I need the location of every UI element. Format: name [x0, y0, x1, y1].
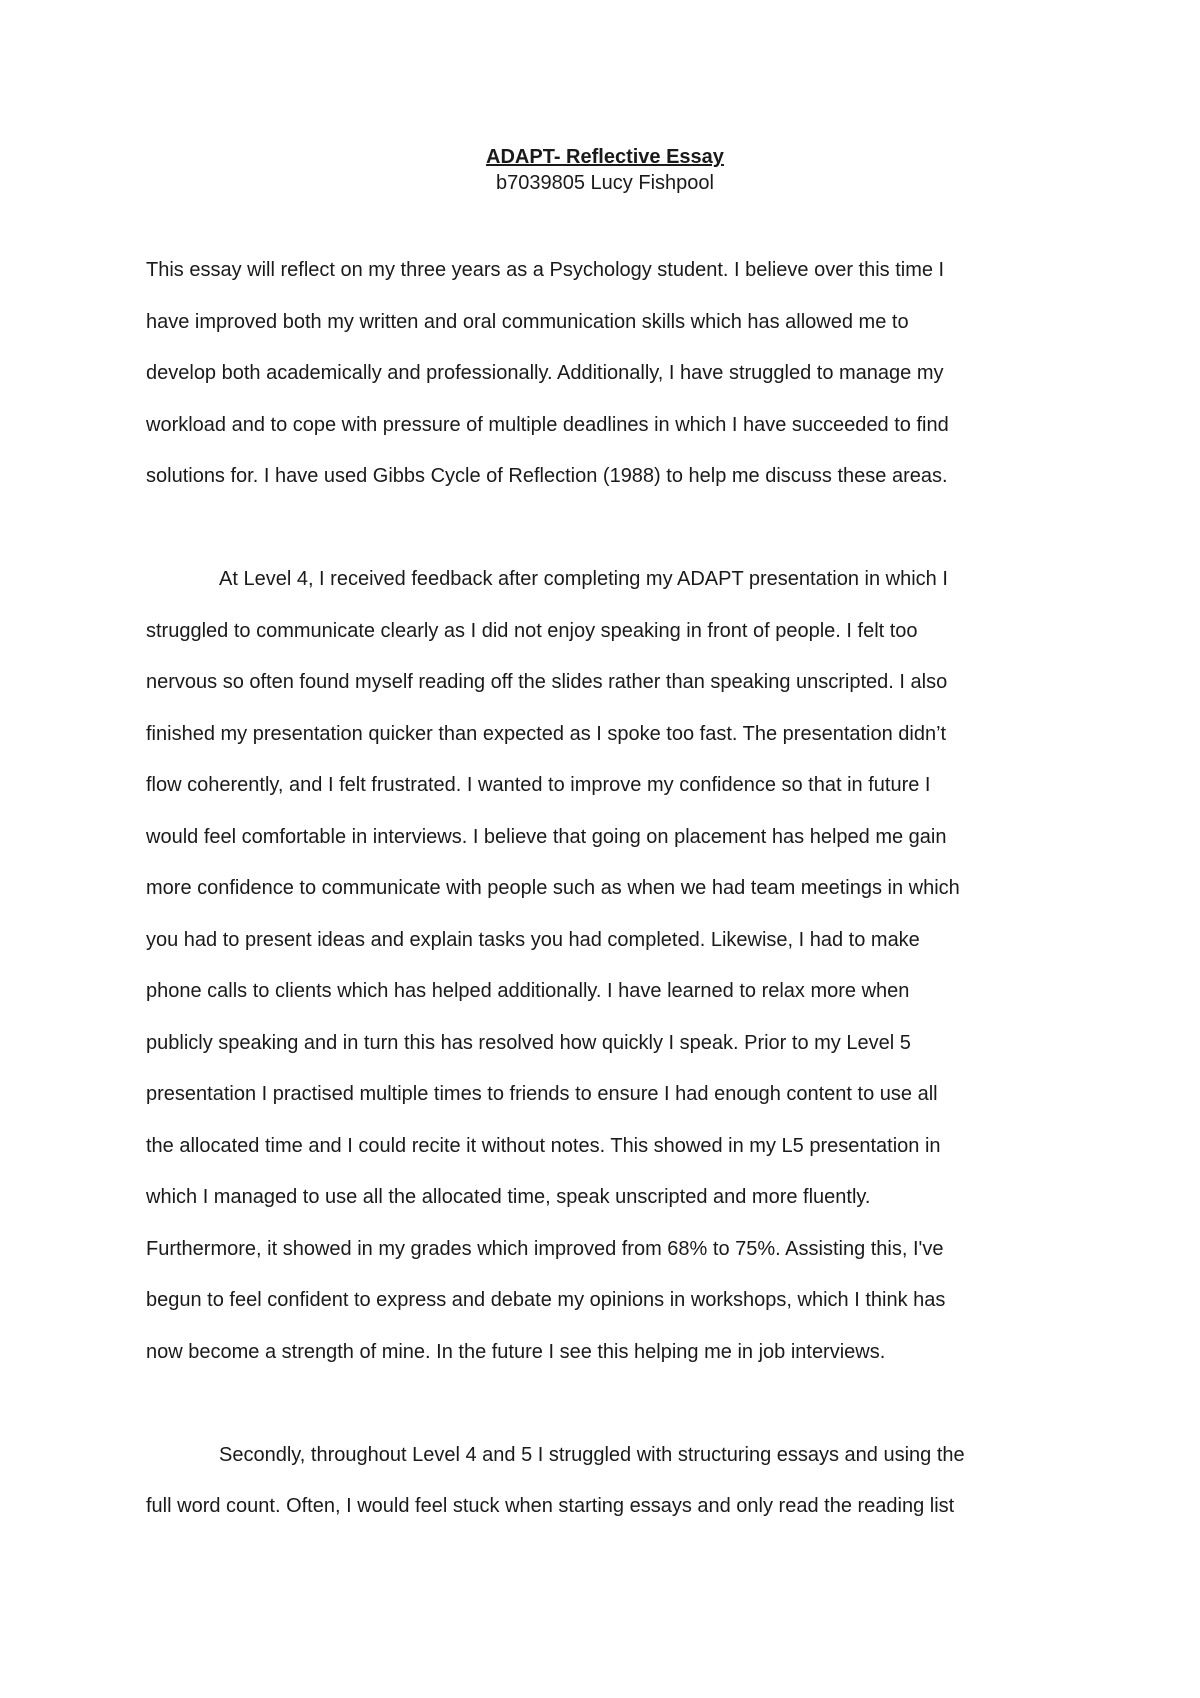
document-body	[146, 245, 1066, 1533]
text-line: would feel comfortable in interviews. I believe that going on placement has helped me gain	[146, 825, 947, 848]
text-line: begun to feel confident to express and debate my opinions in workshops, which I think has	[146, 1289, 946, 1311]
text-line: This essay will reflect on my three years as a Psychology student. I believe over this time I	[146, 259, 945, 281]
document-header	[0, 144, 1200, 196]
paragraph-gap	[146, 503, 1066, 555]
text-line: full word count. Often, I would feel stuck when starting essays and only read the reading list	[146, 1495, 955, 1517]
text-line: have improved both my written and oral communication skills which has allowed me to	[146, 310, 909, 333]
text-line: flow coherently, and I felt frustrated. I wanted to improve my confidence so that in future I	[146, 774, 931, 796]
paragraph-presentation	[146, 554, 1066, 1378]
document-title: ADAPT- Reflective Essay	[486, 146, 724, 168]
text-line: solutions for. I have used Gibbs Cycle of Reflection (1988) to help me discuss these areas.	[146, 465, 948, 487]
paragraph-intro	[146, 245, 1066, 503]
text-line: you had to present ideas and explain tasks you had completed. Likewise, I had to make	[146, 928, 920, 951]
text-line: struggled to communicate clearly as I did not enjoy speaking in front of people. I felt too	[146, 619, 918, 642]
text-line: now become a strength of mine. In the future I see this helping me in job interviews.	[146, 1340, 886, 1363]
text-line: the allocated time and I could recite it without notes. This showed in my L5 presentation in	[146, 1134, 941, 1157]
text-line: nervous so often found myself reading off the slides rather than speaking unscripted. I also	[146, 671, 948, 693]
paragraph-gap	[146, 1378, 1066, 1430]
text-line: develop both academically and professionally. Additionally, I have struggled to manage my	[146, 362, 944, 384]
text-line: workload and to cope with pressure of multiple deadlines in which I have succeeded to find	[146, 413, 949, 436]
text-line: Secondly, throughout Level 4 and 5 I struggled with structuring essays and using the	[219, 1443, 965, 1466]
text-line: more confidence to communicate with people such as when we had team meetings in which	[146, 877, 960, 899]
text-line: At Level 4, I received feedback after completing my ADAPT presentation in which I	[219, 568, 948, 590]
text-line: finished my presentation quicker than expected as I spoke too fast. The presentation didn’t	[146, 722, 947, 745]
text-line: Furthermore, it showed in my grades which improved from 68% to 75%. Assisting this, I've	[146, 1237, 944, 1260]
text-line: phone calls to clients which has helped additionally. I have learned to relax more when	[146, 980, 910, 1002]
document-subtitle: b7039805 Lucy Fishpool	[496, 172, 714, 194]
paragraph-essays	[146, 1430, 1066, 1533]
text-line: publicly speaking and in turn this has resolved how quickly I speak. Prior to my Level 5	[146, 1031, 911, 1054]
text-line: which I managed to use all the allocated time, speak unscripted and more fluently.	[146, 1186, 871, 1208]
text-line: presentation I practised multiple times to friends to ensure I had enough content to use all	[146, 1083, 938, 1105]
